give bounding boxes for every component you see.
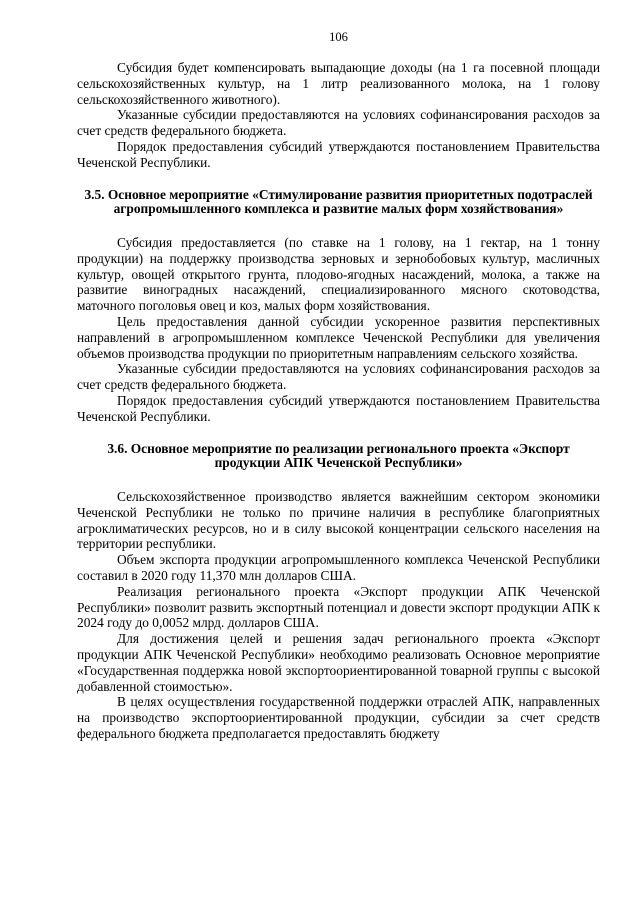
paragraph: Сельскохозяйственное производство является важнейшим сектором экономики Чеченской Республики не только по причине наличия в республике благоприятных агроклиматических ресурсов, но и в силу высокой концентрации сельского населения на территории республики. [77, 488, 600, 552]
page-number: 106 [329, 30, 348, 44]
paragraph: Указанные субсидии предоставляются на условиях софинансирования расходов за счет средств федерального бюджета. [77, 361, 600, 393]
paragraph: Субсидия будет компенсировать выпадающие доходы (на 1 га посевной площади сельскохозяйственных культур, на 1 литр реализованного молока, на 1 голову сельскохозяйственного животного). [77, 60, 600, 107]
paragraph: В целях осуществления государственной поддержки отраслей АПК, направленных на производство экспортоориентированной продукции, субсидии за счет средств федерального бюджета предполагается предоставлять бюджету [77, 694, 600, 741]
section-heading-3-5: 3.5. Основное мероприятие «Стимулирование развития приоритетных подотраслей агропромышленного комплекса и развитие малых форм хозяйствования» [84, 186, 593, 216]
paragraph: Реализация регионального проекта «Экспорт продукции АПК Чеченской Республики» позволит развить экспортный потенциал и довести экспорт продукции АПК к 2024 году до 0,0052 млрд. долларов США. [77, 583, 600, 631]
section-heading-3-6: 3.6. Основное мероприятие по реализации регионального проекта «Экспорт продукции АПК Чеченской Республики» [107, 440, 570, 470]
paragraph: Указанные субсидии предоставляются на условиях софинансирования расходов за счет средств федерального бюджета. [77, 107, 600, 139]
paragraph: Порядок предоставления субсидий утверждаются постановлением Правительства Чеченской Республики. [77, 138, 600, 170]
paragraph: Цель предоставления данной субсидии ускоренное развития перспективных направлений в агропромышленном комплексе Чеченской Республики для увеличения объемов производства продукции по приоритетным направлениям сельского хозяйства. [77, 313, 600, 361]
paragraph: Субсидия предоставляется (по ставке на 1 голову, на 1 гектар, на 1 тонну продукции) на поддержку производства зерновых и зернобобовых культур, масличных культур, овощей открытого грунта, плодово-ягодных насаждений, молока, а также на развитие виноградных насаждений, специализированного мясного скотоводства, маточного поголовья овец и коз, малых форм хозяйствования. [77, 234, 600, 314]
paragraph: Объем экспорта продукции агропромышленного комплекса Чеченской Республики составил в 2020 году 11,370 млн долларов США. [77, 552, 600, 583]
paragraph: Порядок предоставления субсидий утверждаются постановлением Правительства Чеченской Республики. [77, 392, 600, 424]
paragraph: Для достижения целей и решения задач регионального проекта «Экспорт продукции АПК Чеченской Республики» необходимо реализовать Основное мероприятие «Государственная поддержка новой экспортоориентированной товарной группы с высокой добавленной стоимостью». [77, 631, 600, 694]
